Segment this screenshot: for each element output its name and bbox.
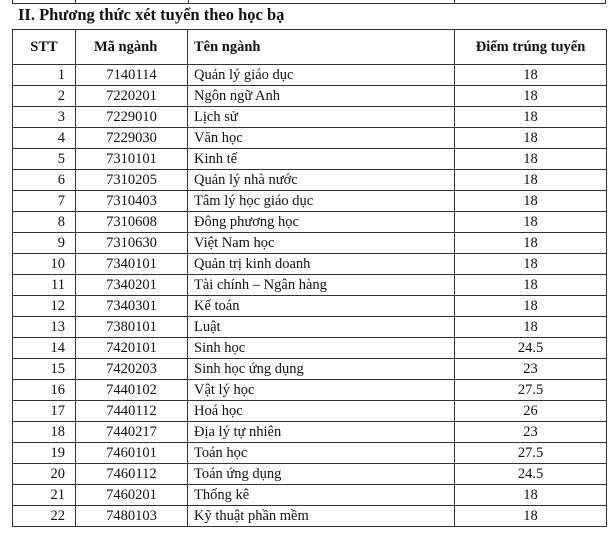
table-row (13, 317, 607, 338)
row-major-name: Văn học (188, 128, 455, 149)
row-major-name: Thống kê (188, 485, 455, 506)
row-stt: 14 (13, 338, 76, 359)
table-row (13, 443, 607, 464)
row-major-code: 7440217 (76, 422, 188, 443)
section-title: II. Phương thức xét tuyển theo học bạ (18, 5, 285, 24)
row-major-name: Quản lý giáo dục (188, 65, 455, 86)
row-major-code: 7310403 (76, 191, 188, 212)
row-admission-score: 18 (455, 107, 607, 128)
row-admission-score: 18 (455, 296, 607, 317)
table-row (13, 464, 607, 485)
row-major-code: 7460112 (76, 464, 188, 485)
row-admission-score: 23 (455, 422, 607, 443)
row-admission-score: 18 (455, 65, 607, 86)
row-major-name: Việt Nam học (188, 233, 455, 254)
row-stt: 1 (13, 65, 76, 86)
table-row (13, 149, 607, 170)
row-major-name: Vật lý học (188, 380, 455, 401)
row-major-code: 7310101 (76, 149, 188, 170)
row-major-code: 7480103 (76, 506, 188, 527)
row-admission-score: 18 (455, 149, 607, 170)
table-row (13, 233, 607, 254)
header-admission-score: Điểm trúng tuyển (455, 30, 607, 65)
row-admission-score: 18 (455, 128, 607, 149)
row-stt: 15 (13, 359, 76, 380)
row-major-code: 7460201 (76, 485, 188, 506)
row-admission-score: 24.5 (455, 464, 607, 485)
row-major-name: Toán ứng dụng (188, 464, 455, 485)
row-admission-score: 24.5 (455, 338, 607, 359)
row-stt: 17 (13, 401, 76, 422)
table-header-row (13, 30, 607, 65)
table-row (13, 506, 607, 527)
row-admission-score: 27.5 (455, 443, 607, 464)
row-major-name: Sinh học (188, 338, 455, 359)
row-stt: 13 (13, 317, 76, 338)
row-stt: 18 (13, 422, 76, 443)
row-admission-score: 18 (455, 485, 607, 506)
row-major-code: 7440112 (76, 401, 188, 422)
row-stt: 12 (13, 296, 76, 317)
row-major-name: Sinh học ứng dụng (188, 359, 455, 380)
table-row (13, 212, 607, 233)
row-admission-score: 18 (455, 191, 607, 212)
row-major-code: 7310630 (76, 233, 188, 254)
table-row (13, 359, 607, 380)
row-stt: 21 (13, 485, 76, 506)
row-stt: 8 (13, 212, 76, 233)
row-admission-score: 18 (455, 317, 607, 338)
row-major-code: 7220201 (76, 86, 188, 107)
row-stt: 20 (13, 464, 76, 485)
row-major-code: 7380101 (76, 317, 188, 338)
admission-scores-table (12, 29, 607, 527)
row-stt: 11 (13, 275, 76, 296)
row-major-name: Kế toán (188, 296, 455, 317)
row-major-name: Hoá học (188, 401, 455, 422)
row-major-code: 7340101 (76, 254, 188, 275)
row-stt: 10 (13, 254, 76, 275)
row-stt: 2 (13, 86, 76, 107)
row-stt: 16 (13, 380, 76, 401)
row-major-name: Kỹ thuật phần mềm (188, 506, 455, 527)
row-major-code: 7229010 (76, 107, 188, 128)
row-stt: 7 (13, 191, 76, 212)
column-divider (454, 0, 455, 4)
row-major-name: Quản lý nhà nước (188, 170, 455, 191)
row-stt: 3 (13, 107, 76, 128)
row-admission-score: 18 (455, 233, 607, 254)
row-admission-score: 26 (455, 401, 607, 422)
table-row (13, 422, 607, 443)
table-row (13, 170, 607, 191)
row-major-name: Tâm lý học giáo dục (188, 191, 455, 212)
row-major-name: Tài chính – Ngân hàng (188, 275, 455, 296)
row-major-name: Đông phương học (188, 212, 455, 233)
table-row (13, 401, 607, 422)
row-major-name: Toán học (188, 443, 455, 464)
row-major-code: 7420101 (76, 338, 188, 359)
row-major-code: 7310608 (76, 212, 188, 233)
table-row (13, 485, 607, 506)
row-admission-score: 23 (455, 359, 607, 380)
row-stt: 4 (13, 128, 76, 149)
table-row (13, 65, 607, 86)
row-major-code: 7229030 (76, 128, 188, 149)
row-stt: 9 (13, 233, 76, 254)
row-major-code: 7420203 (76, 359, 188, 380)
row-major-code: 7440102 (76, 380, 188, 401)
table-row (13, 296, 607, 317)
row-major-name: Luật (188, 317, 455, 338)
row-stt: 19 (13, 443, 76, 464)
table-row (13, 191, 607, 212)
row-major-code: 7340301 (76, 296, 188, 317)
row-admission-score: 18 (455, 212, 607, 233)
row-admission-score: 27.5 (455, 380, 607, 401)
row-major-code: 7310205 (76, 170, 188, 191)
table-row (13, 275, 607, 296)
row-admission-score: 18 (455, 86, 607, 107)
row-admission-score: 18 (455, 254, 607, 275)
row-major-code: 7340201 (76, 275, 188, 296)
row-major-name: Lịch sử (188, 107, 455, 128)
row-major-name: Quản trị kinh doanh (188, 254, 455, 275)
row-admission-score: 18 (455, 275, 607, 296)
row-admission-score: 18 (455, 506, 607, 527)
header-stt: STT (13, 30, 76, 65)
table-row (13, 107, 607, 128)
header-major-name: Tên ngành (188, 30, 455, 65)
header-major-code: Mã ngành (76, 30, 188, 65)
row-admission-score: 18 (455, 170, 607, 191)
table-row (13, 254, 607, 275)
table-row (13, 338, 607, 359)
table-row (13, 86, 607, 107)
row-stt: 6 (13, 170, 76, 191)
row-stt: 5 (13, 149, 76, 170)
table-row (13, 380, 607, 401)
row-stt: 22 (13, 506, 76, 527)
row-major-name: Kinh tế (188, 149, 455, 170)
row-major-code: 7140114 (76, 65, 188, 86)
row-major-name: Địa lý tự nhiên (188, 422, 455, 443)
row-major-code: 7460101 (76, 443, 188, 464)
row-major-name: Ngôn ngữ Anh (188, 86, 455, 107)
table-row (13, 128, 607, 149)
